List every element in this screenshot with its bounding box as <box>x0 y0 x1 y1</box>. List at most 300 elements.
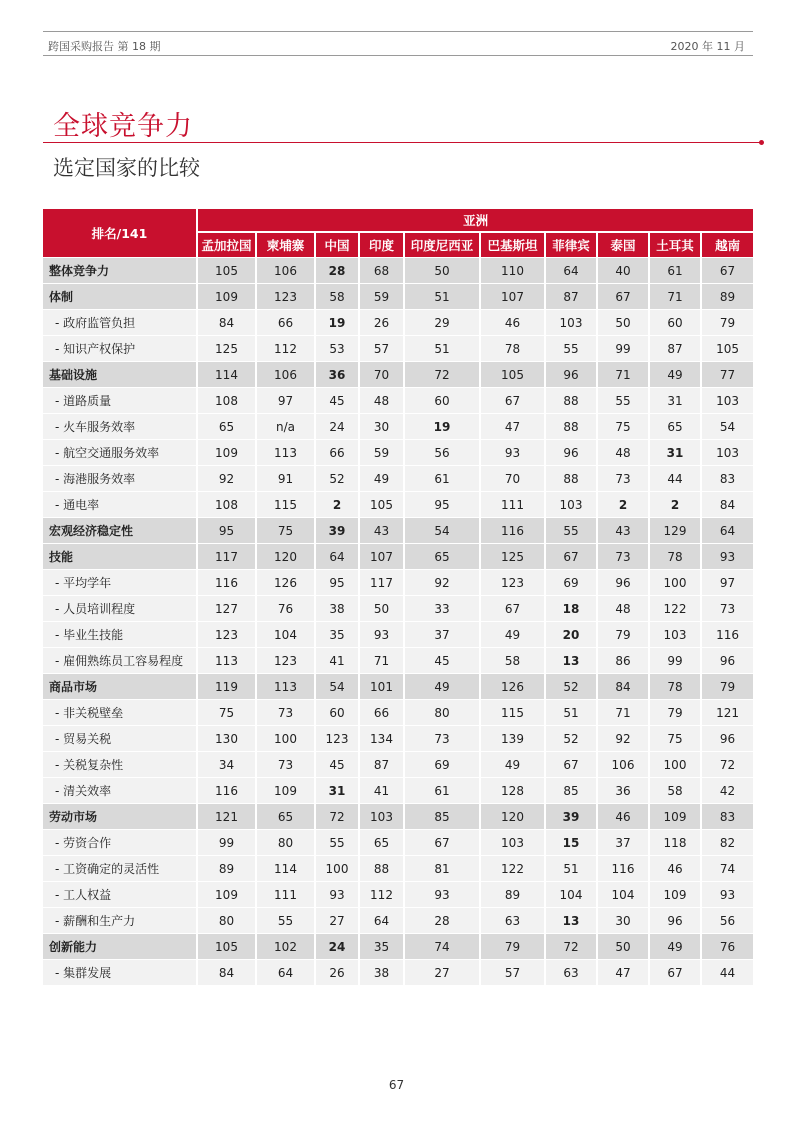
rank-cell: 37 <box>596 829 648 855</box>
subcategory-row <box>43 621 753 647</box>
rank-cell: 108 <box>196 491 255 517</box>
rank-cell: 86 <box>596 647 648 673</box>
rank-cell: 27 <box>403 959 479 985</box>
rank-cell: 96 <box>700 725 753 751</box>
rank-cell: 65 <box>403 543 479 569</box>
rank-cell: 105 <box>479 361 544 387</box>
rank-cell: 73 <box>700 595 753 621</box>
rank-cell: 63 <box>479 907 544 933</box>
rank-cell: 46 <box>648 855 700 881</box>
row-label: - 劳资合作 <box>43 829 196 855</box>
rank-cell: 80 <box>403 699 479 725</box>
rank-cell: 79 <box>700 309 753 335</box>
rank-cell: 27 <box>314 907 358 933</box>
rank-cell: 93 <box>479 439 544 465</box>
rank-cell: 103 <box>479 829 544 855</box>
rank-cell: 87 <box>544 283 596 309</box>
row-label: - 海港服务效率 <box>43 465 196 491</box>
rank-cell: 73 <box>403 725 479 751</box>
country-header: 巴基斯坦 <box>479 231 544 257</box>
rank-cell: 29 <box>403 309 479 335</box>
rank-cell: 104 <box>596 881 648 907</box>
subcategory-row <box>43 829 753 855</box>
rank-cell: 26 <box>358 309 403 335</box>
rank-cell: 126 <box>255 569 314 595</box>
category-row <box>43 517 753 543</box>
row-label: - 政府监管负担 <box>43 309 196 335</box>
rank-cell: 44 <box>648 465 700 491</box>
rank-cell: 80 <box>255 829 314 855</box>
subcategory-row <box>43 309 753 335</box>
rank-cell: 19 <box>403 413 479 439</box>
rank-cell: 2 <box>596 491 648 517</box>
rank-cell: 55 <box>596 387 648 413</box>
rank-cell: 57 <box>358 335 403 361</box>
rank-cell: 93 <box>358 621 403 647</box>
rank-cell: 80 <box>196 907 255 933</box>
subcategory-row <box>43 725 753 751</box>
rank-cell: 88 <box>544 413 596 439</box>
rank-cell: 70 <box>479 465 544 491</box>
rank-cell: 95 <box>403 491 479 517</box>
rank-cell: 13 <box>544 907 596 933</box>
rank-cell: 66 <box>314 439 358 465</box>
rank-cell: 42 <box>700 777 753 803</box>
rank-cell: 84 <box>700 491 753 517</box>
subcategory-row <box>43 907 753 933</box>
rank-cell: 52 <box>544 725 596 751</box>
rank-cell: 51 <box>544 855 596 881</box>
rank-cell: 113 <box>255 439 314 465</box>
rank-cell: 49 <box>358 465 403 491</box>
row-label: - 雇佣熟练员工容易程度 <box>43 647 196 673</box>
rank-cell: 115 <box>479 699 544 725</box>
rank-cell: 37 <box>403 621 479 647</box>
rank-cell: 125 <box>479 543 544 569</box>
rank-header: 排名/141 <box>43 209 196 257</box>
rank-cell: 31 <box>648 387 700 413</box>
rank-cell: 71 <box>358 647 403 673</box>
rank-cell: 50 <box>403 257 479 283</box>
rank-cell: 60 <box>314 699 358 725</box>
rank-cell: 33 <box>403 595 479 621</box>
rank-cell: 67 <box>479 387 544 413</box>
rank-cell: 121 <box>700 699 753 725</box>
rank-cell: 85 <box>544 777 596 803</box>
rank-cell: 64 <box>314 543 358 569</box>
rank-cell: 65 <box>358 829 403 855</box>
category-row <box>43 673 753 699</box>
rank-cell: 50 <box>596 933 648 959</box>
rank-cell: 95 <box>196 517 255 543</box>
rank-cell: 85 <box>403 803 479 829</box>
rank-cell: 116 <box>479 517 544 543</box>
rank-cell: 71 <box>596 361 648 387</box>
rank-cell: 2 <box>314 491 358 517</box>
subcategory-row <box>43 491 753 517</box>
rank-cell: 84 <box>196 959 255 985</box>
row-label: 整体竞争力 <box>43 257 196 283</box>
rank-cell: 109 <box>196 881 255 907</box>
rank-cell: 41 <box>358 777 403 803</box>
rank-cell: 87 <box>358 751 403 777</box>
rank-cell: 34 <box>196 751 255 777</box>
rank-cell: 40 <box>596 257 648 283</box>
rank-cell: 125 <box>196 335 255 361</box>
row-label: - 道路质量 <box>43 387 196 413</box>
rank-cell: 64 <box>358 907 403 933</box>
rank-cell: 101 <box>358 673 403 699</box>
rank-cell: 88 <box>358 855 403 881</box>
row-label: 体制 <box>43 283 196 309</box>
subcategory-row <box>43 335 753 361</box>
rank-cell: 103 <box>700 387 753 413</box>
rank-cell: 78 <box>648 543 700 569</box>
rank-cell: 99 <box>596 335 648 361</box>
subcategory-row <box>43 959 753 985</box>
rank-cell: 54 <box>700 413 753 439</box>
rank-cell: 134 <box>358 725 403 751</box>
rank-cell: 49 <box>648 933 700 959</box>
category-row <box>43 933 753 959</box>
rank-cell: 55 <box>255 907 314 933</box>
subcategory-row <box>43 881 753 907</box>
header-bottom-rule <box>43 55 753 56</box>
rank-cell: 103 <box>544 309 596 335</box>
country-header: 印度尼西亚 <box>403 231 479 257</box>
rank-cell: 51 <box>403 335 479 361</box>
rank-cell: 108 <box>196 387 255 413</box>
rank-cell: 47 <box>596 959 648 985</box>
header-top-rule <box>43 31 753 32</box>
title-rule <box>43 142 761 143</box>
rank-cell: 106 <box>255 257 314 283</box>
rank-cell: 110 <box>479 257 544 283</box>
rank-cell: 31 <box>314 777 358 803</box>
rank-cell: 41 <box>314 647 358 673</box>
category-row <box>43 283 753 309</box>
rank-cell: 31 <box>648 439 700 465</box>
row-label: - 火车服务效率 <box>43 413 196 439</box>
rank-cell: 123 <box>255 283 314 309</box>
rank-cell: 76 <box>700 933 753 959</box>
rank-cell: 106 <box>255 361 314 387</box>
rank-cell: 71 <box>648 283 700 309</box>
rank-cell: 107 <box>479 283 544 309</box>
rank-cell: 59 <box>358 283 403 309</box>
subcategory-row <box>43 595 753 621</box>
rank-cell: 100 <box>648 751 700 777</box>
rank-cell: 61 <box>403 777 479 803</box>
rank-cell: 18 <box>544 595 596 621</box>
rank-cell: 56 <box>403 439 479 465</box>
rank-cell: 58 <box>479 647 544 673</box>
rank-cell: 104 <box>255 621 314 647</box>
rank-cell: 43 <box>596 517 648 543</box>
rank-cell: 139 <box>479 725 544 751</box>
row-label: - 平均学年 <box>43 569 196 595</box>
rank-cell: 128 <box>479 777 544 803</box>
rank-cell: 104 <box>544 881 596 907</box>
rank-cell: 68 <box>358 257 403 283</box>
rank-cell: 53 <box>314 335 358 361</box>
rank-cell: 65 <box>255 803 314 829</box>
rank-cell: 72 <box>544 933 596 959</box>
rank-cell: 51 <box>544 699 596 725</box>
rank-cell: 92 <box>596 725 648 751</box>
rank-cell: 49 <box>479 621 544 647</box>
page-title: 全球竞争力 <box>53 111 193 142</box>
country-header: 孟加拉国 <box>196 231 255 257</box>
rank-cell: 50 <box>596 309 648 335</box>
rank-cell: 49 <box>648 361 700 387</box>
country-header: 中国 <box>314 231 358 257</box>
rank-cell: 45 <box>403 647 479 673</box>
rank-cell: 97 <box>255 387 314 413</box>
rank-cell: 2 <box>648 491 700 517</box>
rank-cell: 30 <box>596 907 648 933</box>
rank-cell: 57 <box>479 959 544 985</box>
rank-cell: 97 <box>700 569 753 595</box>
subcategory-row <box>43 699 753 725</box>
header-left-text: 跨国采购报告 第 18 期 <box>48 40 161 53</box>
rank-cell: 96 <box>544 439 596 465</box>
rank-cell: 19 <box>314 309 358 335</box>
rank-cell: 67 <box>544 543 596 569</box>
rank-cell: 69 <box>403 751 479 777</box>
rank-cell: 65 <box>648 413 700 439</box>
rank-cell: 73 <box>596 543 648 569</box>
rank-cell: 30 <box>358 413 403 439</box>
rank-cell: 54 <box>314 673 358 699</box>
rank-cell: 82 <box>700 829 753 855</box>
rank-cell: 73 <box>255 699 314 725</box>
rank-cell: 123 <box>479 569 544 595</box>
rank-cell: 113 <box>255 673 314 699</box>
row-label: - 通电率 <box>43 491 196 517</box>
rank-cell: 73 <box>596 465 648 491</box>
rank-cell: 115 <box>255 491 314 517</box>
subcategory-row <box>43 777 753 803</box>
rank-cell: 100 <box>648 569 700 595</box>
rank-cell: 112 <box>255 335 314 361</box>
rank-cell: 129 <box>648 517 700 543</box>
rank-cell: 61 <box>648 257 700 283</box>
rank-cell: 111 <box>479 491 544 517</box>
rank-cell: 75 <box>255 517 314 543</box>
rank-cell: 73 <box>255 751 314 777</box>
rank-cell: 102 <box>255 933 314 959</box>
rank-cell: 93 <box>700 881 753 907</box>
rank-cell: 74 <box>403 933 479 959</box>
category-row <box>43 361 753 387</box>
rank-cell: 84 <box>196 309 255 335</box>
rank-cell: 113 <box>196 647 255 673</box>
rank-cell: 60 <box>403 387 479 413</box>
subcategory-row <box>43 413 753 439</box>
rank-cell: 92 <box>403 569 479 595</box>
rank-cell: 39 <box>314 517 358 543</box>
rank-cell: 130 <box>196 725 255 751</box>
country-header: 泰国 <box>596 231 648 257</box>
rank-cell: 54 <box>403 517 479 543</box>
rank-cell: 50 <box>358 595 403 621</box>
rank-cell: 38 <box>314 595 358 621</box>
rank-cell: 114 <box>255 855 314 881</box>
category-row <box>43 543 753 569</box>
rank-cell: 72 <box>403 361 479 387</box>
rank-cell: 93 <box>700 543 753 569</box>
rank-cell: 67 <box>596 283 648 309</box>
rank-cell: 89 <box>700 283 753 309</box>
rank-cell: 49 <box>403 673 479 699</box>
subcategory-row <box>43 751 753 777</box>
country-header: 土耳其 <box>648 231 700 257</box>
rank-cell: 123 <box>314 725 358 751</box>
rank-cell: 103 <box>358 803 403 829</box>
rank-cell: 91 <box>255 465 314 491</box>
row-label: - 航空交通服务效率 <box>43 439 196 465</box>
rank-cell: 48 <box>358 387 403 413</box>
rank-cell: 44 <box>700 959 753 985</box>
rank-cell: 35 <box>314 621 358 647</box>
rank-cell: 118 <box>648 829 700 855</box>
rank-cell: 99 <box>648 647 700 673</box>
rank-cell: 89 <box>479 881 544 907</box>
row-label: - 薪酬和生产力 <box>43 907 196 933</box>
rank-cell: 67 <box>648 959 700 985</box>
rank-cell: 84 <box>596 673 648 699</box>
rank-cell: 67 <box>544 751 596 777</box>
rank-cell: 36 <box>314 361 358 387</box>
row-label: 劳动市场 <box>43 803 196 829</box>
rank-cell: 123 <box>196 621 255 647</box>
rank-cell: 72 <box>700 751 753 777</box>
rank-cell: 64 <box>544 257 596 283</box>
rank-cell: 116 <box>596 855 648 881</box>
rank-cell: 79 <box>596 621 648 647</box>
rank-cell: 45 <box>314 387 358 413</box>
rank-cell: 105 <box>196 257 255 283</box>
rank-cell: 28 <box>403 907 479 933</box>
rank-cell: 48 <box>596 595 648 621</box>
subcategory-row <box>43 439 753 465</box>
rank-cell: 116 <box>196 569 255 595</box>
category-row <box>43 803 753 829</box>
row-label: - 贸易关税 <box>43 725 196 751</box>
row-label: - 人员培训程度 <box>43 595 196 621</box>
row-label: 基础设施 <box>43 361 196 387</box>
rank-cell: 66 <box>358 699 403 725</box>
rank-cell: 35 <box>358 933 403 959</box>
row-label: - 知识产权保护 <box>43 335 196 361</box>
rank-cell: 79 <box>700 673 753 699</box>
rank-cell: 88 <box>544 465 596 491</box>
rank-cell: 43 <box>358 517 403 543</box>
country-header: 柬埔寨 <box>255 231 314 257</box>
rank-cell: 60 <box>648 309 700 335</box>
rank-cell: 55 <box>544 517 596 543</box>
rank-cell: 109 <box>255 777 314 803</box>
page-number: 67 <box>388 1078 405 1092</box>
rank-cell: 105 <box>700 335 753 361</box>
rank-cell: 76 <box>255 595 314 621</box>
rank-cell: 24 <box>314 933 358 959</box>
rank-cell: 105 <box>196 933 255 959</box>
rank-cell: 99 <box>196 829 255 855</box>
rank-cell: 55 <box>314 829 358 855</box>
rank-cell: 75 <box>196 699 255 725</box>
competitiveness-table <box>43 209 753 985</box>
rank-cell: 123 <box>255 647 314 673</box>
rank-cell: 28 <box>314 257 358 283</box>
rank-cell: 64 <box>700 517 753 543</box>
rank-cell: 78 <box>479 335 544 361</box>
rank-cell: 65 <box>196 413 255 439</box>
row-label: - 非关税壁垒 <box>43 699 196 725</box>
rank-cell: 126 <box>479 673 544 699</box>
rank-cell: 67 <box>700 257 753 283</box>
subcategory-row <box>43 647 753 673</box>
rank-cell: 114 <box>196 361 255 387</box>
rank-cell: 48 <box>596 439 648 465</box>
rank-cell: 121 <box>196 803 255 829</box>
rank-cell: 38 <box>358 959 403 985</box>
rank-cell: 93 <box>314 881 358 907</box>
rank-cell: 88 <box>544 387 596 413</box>
rank-cell: 63 <box>544 959 596 985</box>
rank-cell: 120 <box>255 543 314 569</box>
rank-cell: 46 <box>479 309 544 335</box>
row-label: - 工资确定的灵活性 <box>43 855 196 881</box>
rank-cell: 67 <box>479 595 544 621</box>
rank-cell: 75 <box>648 725 700 751</box>
rank-cell: 70 <box>358 361 403 387</box>
row-label: 技能 <box>43 543 196 569</box>
rank-cell: 71 <box>596 699 648 725</box>
rank-cell: 66 <box>255 309 314 335</box>
rank-cell: 15 <box>544 829 596 855</box>
rank-cell: 122 <box>479 855 544 881</box>
rank-cell: 74 <box>700 855 753 881</box>
rank-cell: 51 <box>403 283 479 309</box>
rank-cell: 112 <box>358 881 403 907</box>
rank-cell: 49 <box>479 751 544 777</box>
rank-cell: 26 <box>314 959 358 985</box>
rank-cell: 127 <box>196 595 255 621</box>
category-row <box>43 257 753 283</box>
rank-cell: 103 <box>544 491 596 517</box>
rank-cell: 96 <box>544 361 596 387</box>
rank-cell: 83 <box>700 803 753 829</box>
rank-cell: 52 <box>314 465 358 491</box>
rank-cell: 24 <box>314 413 358 439</box>
rank-cell: 119 <box>196 673 255 699</box>
rank-cell: 92 <box>196 465 255 491</box>
rank-cell: 116 <box>700 621 753 647</box>
rank-cell: 64 <box>255 959 314 985</box>
rank-cell: 109 <box>648 803 700 829</box>
rank-cell: 78 <box>648 673 700 699</box>
rank-cell: 69 <box>544 569 596 595</box>
rank-cell: 46 <box>596 803 648 829</box>
region-header: 亚洲 <box>196 209 753 231</box>
country-header: 越南 <box>700 231 753 257</box>
rank-cell: 55 <box>544 335 596 361</box>
row-label: 宏观经济稳定性 <box>43 517 196 543</box>
rank-cell: 81 <box>403 855 479 881</box>
rank-cell: 52 <box>544 673 596 699</box>
